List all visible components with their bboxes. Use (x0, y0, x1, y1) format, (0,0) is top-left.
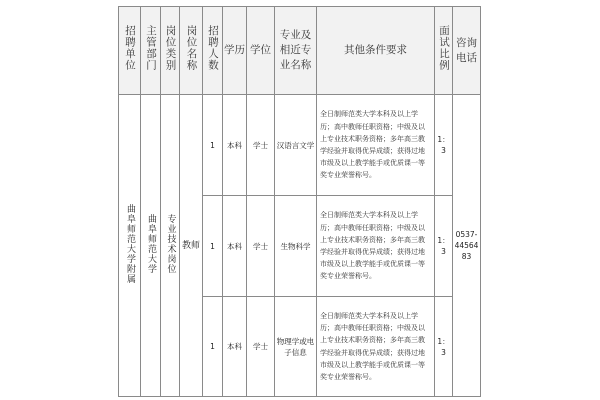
cell-major: 物理学或电子信息 (275, 297, 317, 397)
cell-unit: 曲阜师范大学附属 (119, 95, 141, 397)
cell-phone: 0537-4456483 (453, 95, 481, 397)
cell-dept: 曲阜师范大学 (141, 95, 161, 397)
cell-major: 汉语言文学 (275, 95, 317, 196)
cell-post-type: 专业技术岗位 (161, 95, 180, 397)
cell-ratio: 1：3 (435, 196, 453, 297)
cell-post-name: 教师 (180, 95, 203, 397)
cell-conditions: 全日制师范类大学本科及以上学历；高中教师任职资格；中级及以上专业技术职务资格；多年高三教学经验并取得优异成绩；获得过地市级及以上教学能手或优质课一等奖专业荣誉称号。 (317, 196, 435, 297)
cell-count: 1 (203, 196, 223, 297)
header-ratio: 面试比例 (435, 7, 453, 95)
cell-count: 1 (203, 297, 223, 397)
header-dept: 主管部门 (141, 7, 161, 95)
cell-edu: 本科 (223, 196, 247, 297)
header-row (119, 7, 481, 95)
cell-count: 1 (203, 95, 223, 196)
header-post-name: 岗位名称 (180, 7, 203, 95)
cell-edu: 本科 (223, 95, 247, 196)
cell-degree: 学士 (247, 297, 275, 397)
header-major: 专业及相近专业名称 (275, 7, 317, 95)
table-row (119, 95, 481, 196)
recruitment-table (118, 6, 481, 397)
header-count: 招聘人数 (203, 7, 223, 95)
cell-ratio: 1：3 (435, 297, 453, 397)
cell-conditions: 全日制师范类大学本科及以上学历；高中教师任职资格；中级及以上专业技术职务资格；多年高三教学经验并取得优异成绩；获得过地市级及以上教学能手或优质课一等奖专业荣誉称号。 (317, 297, 435, 397)
cell-major: 生物科学 (275, 196, 317, 297)
cell-ratio: 1：3 (435, 95, 453, 196)
cell-degree: 学士 (247, 196, 275, 297)
header-phone: 咨询电话 (453, 7, 481, 95)
cell-edu: 本科 (223, 297, 247, 397)
header-post-type: 岗位类别 (161, 7, 180, 95)
header-degree: 学位 (247, 7, 275, 95)
header-edu: 学历 (223, 7, 247, 95)
cell-conditions: 全日制师范类大学本科及以上学历；高中教师任职资格；中级及以上专业技术职务资格；多年高三教学经验并取得优异成绩；获得过地市级及以上教学能手或优质课一等奖专业荣誉称号。 (317, 95, 435, 196)
header-unit: 招聘单位 (119, 7, 141, 95)
cell-degree: 学士 (247, 95, 275, 196)
header-conditions: 其他条件要求 (317, 7, 435, 95)
